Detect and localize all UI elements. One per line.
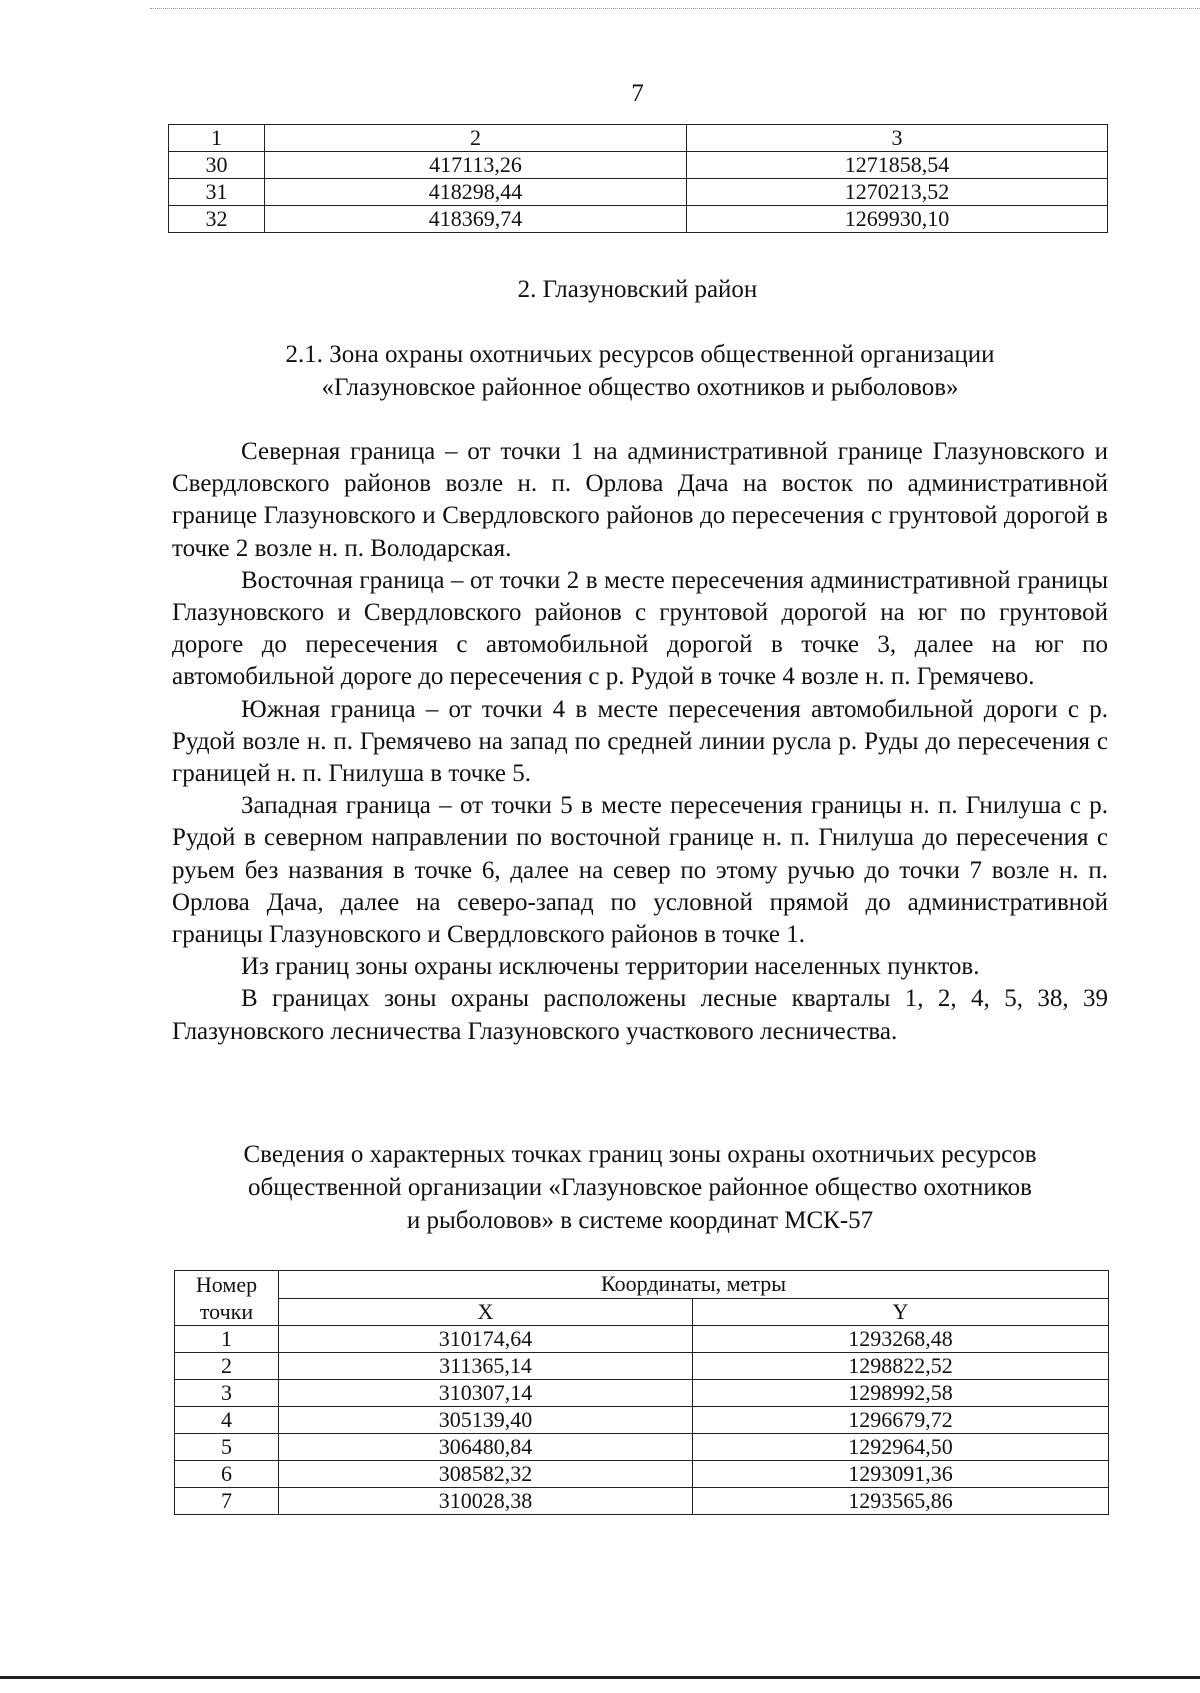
table-cell: 32 <box>169 206 265 233</box>
table-row <box>175 1407 1109 1434</box>
table-cell: 1 <box>169 125 265 152</box>
table-header-row <box>175 1298 1109 1326</box>
table-cell: 1293565,86 <box>693 1488 1109 1515</box>
header-text: точки <box>199 1299 254 1324</box>
subsection-heading-line: «Глазуновское районное общество охотников и рыболовов» <box>321 374 959 401</box>
table-cell: 306480,84 <box>279 1434 693 1461</box>
continuation-table <box>168 124 1108 233</box>
page-number: 7 <box>631 80 644 107</box>
table-cell: 3 <box>687 125 1108 152</box>
paragraph-east-border: Восточная граница – от точки 2 в месте пересечения административной границы Глазуновского и Свердловского районов с грунтовой дорогой на юг по грунтовой дороге до пересечения с автомобильной дорогой в точке 3, далее на юг по автомобильной дороге до пересечения с р. Рудой в точке 4 возле н. п. Гремячево. <box>172 566 1108 691</box>
table-row <box>175 1380 1109 1407</box>
table-caption <box>160 1138 1120 1237</box>
paragraph-west-border: Западная граница – от точки 5 в месте пересечения границы н. п. Гнилуша с р. Рудой в северном направлении по восточной границе н. п. Гнилуша до пересечения с руьем без названия в точке 6, далее на север по этому ручью до точки 7 возле н. п. Орлова Дача, далее на северо-запад по условной прямой до административной границы Глазуновского и Свердловского районов в точке 1. <box>172 792 1108 949</box>
bottom-scan-rule <box>0 1676 1200 1679</box>
coordinates-table <box>174 1270 1109 1515</box>
paragraph-forest-quarters: В границах зоны охраны расположены лесные кварталы 1, 2, 4, 5, 38, 39 Глазуновского лесничества Глазуновского участкового лесничества. <box>172 985 1108 1045</box>
table-cell: 311365,14 <box>279 1353 693 1380</box>
table-cell: 310174,64 <box>279 1326 693 1353</box>
table-row <box>169 152 1108 179</box>
section-heading: 2. Глазуновский район <box>517 276 758 303</box>
table-cell: 310028,38 <box>279 1488 693 1515</box>
table-cell: 418369,74 <box>265 206 687 233</box>
table-cell: 30 <box>169 152 265 179</box>
table-cell: 1296679,72 <box>693 1407 1109 1434</box>
table-caption-line: и рыболовов» в системе координат МСК-57 <box>406 1207 874 1234</box>
table-row <box>175 1488 1109 1515</box>
table-cell: 31 <box>169 179 265 206</box>
table-cell: 5 <box>175 1434 279 1461</box>
y-header: Y <box>693 1298 1109 1326</box>
table-cell: 1293268,48 <box>693 1326 1109 1353</box>
table-cell: 1271858,54 <box>687 152 1108 179</box>
table-header-row <box>175 1271 1109 1299</box>
table-row <box>169 206 1108 233</box>
paragraph-exclusions: Из границ зоны охраны исключены территории населенных пунктов. <box>241 953 980 981</box>
header-text: Номер <box>195 1272 258 1297</box>
table-cell: 1293091,36 <box>693 1461 1109 1488</box>
table-cell: 308582,32 <box>279 1461 693 1488</box>
table-cell: 1298992,58 <box>693 1380 1109 1407</box>
subsection-heading-line: 2.1. Зона охраны охотничьих ресурсов общественной организации <box>285 341 995 368</box>
table-cell: 2 <box>265 125 687 152</box>
table-row <box>169 179 1108 206</box>
table-caption-line: Сведения о характерных точках границ зоны охраны охотничьих ресурсов <box>243 1141 1037 1168</box>
table-row <box>175 1353 1109 1380</box>
x-header: X <box>279 1298 693 1326</box>
table-cell: 418298,44 <box>265 179 687 206</box>
table-cell: 2 <box>175 1353 279 1380</box>
body-text <box>172 436 1108 1048</box>
table-cell: 4 <box>175 1407 279 1434</box>
table-caption-line: общественной организации «Глазуновское районное общество охотников <box>248 1174 1032 1201</box>
table-cell: 1270213,52 <box>687 179 1108 206</box>
table-cell: 6 <box>175 1461 279 1488</box>
table-cell: 305139,40 <box>279 1407 693 1434</box>
table-row <box>175 1434 1109 1461</box>
table-cell: 7 <box>175 1488 279 1515</box>
point-number-header <box>175 1271 279 1326</box>
paragraph-south-border: Южная граница – от точки 4 в месте пересечения автомобильной дороги с р. Рудой возле н. п. Гремячево на запад по средней линии русла р. Руды до пересечения с границей н. п. Гнилуша в точке 5. <box>172 695 1108 788</box>
table-cell: 1292964,50 <box>693 1434 1109 1461</box>
table-row <box>175 1326 1109 1353</box>
top-scan-rule <box>150 8 1200 9</box>
table-cell: 1 <box>175 1326 279 1353</box>
subsection-heading <box>160 338 1120 404</box>
table-header-row <box>169 125 1108 152</box>
table-cell: 1298822,52 <box>693 1353 1109 1380</box>
coordinates-header: Координаты, метры <box>279 1271 1109 1299</box>
table-cell: 1269930,10 <box>687 206 1108 233</box>
table-cell: 3 <box>175 1380 279 1407</box>
table-cell: 417113,26 <box>265 152 687 179</box>
paragraph-north-border: Северная граница – от точки 1 на административной границе Глазуновского и Свердловского районов возле н. п. Орлова Дача на восток по административной границе Глазуновского и Свердловского районов до пересечения с грунтовой дорогой в точке 2 возле н. п. Володарская. <box>172 438 1108 562</box>
table-cell: 310307,14 <box>279 1380 693 1407</box>
table-row <box>175 1461 1109 1488</box>
